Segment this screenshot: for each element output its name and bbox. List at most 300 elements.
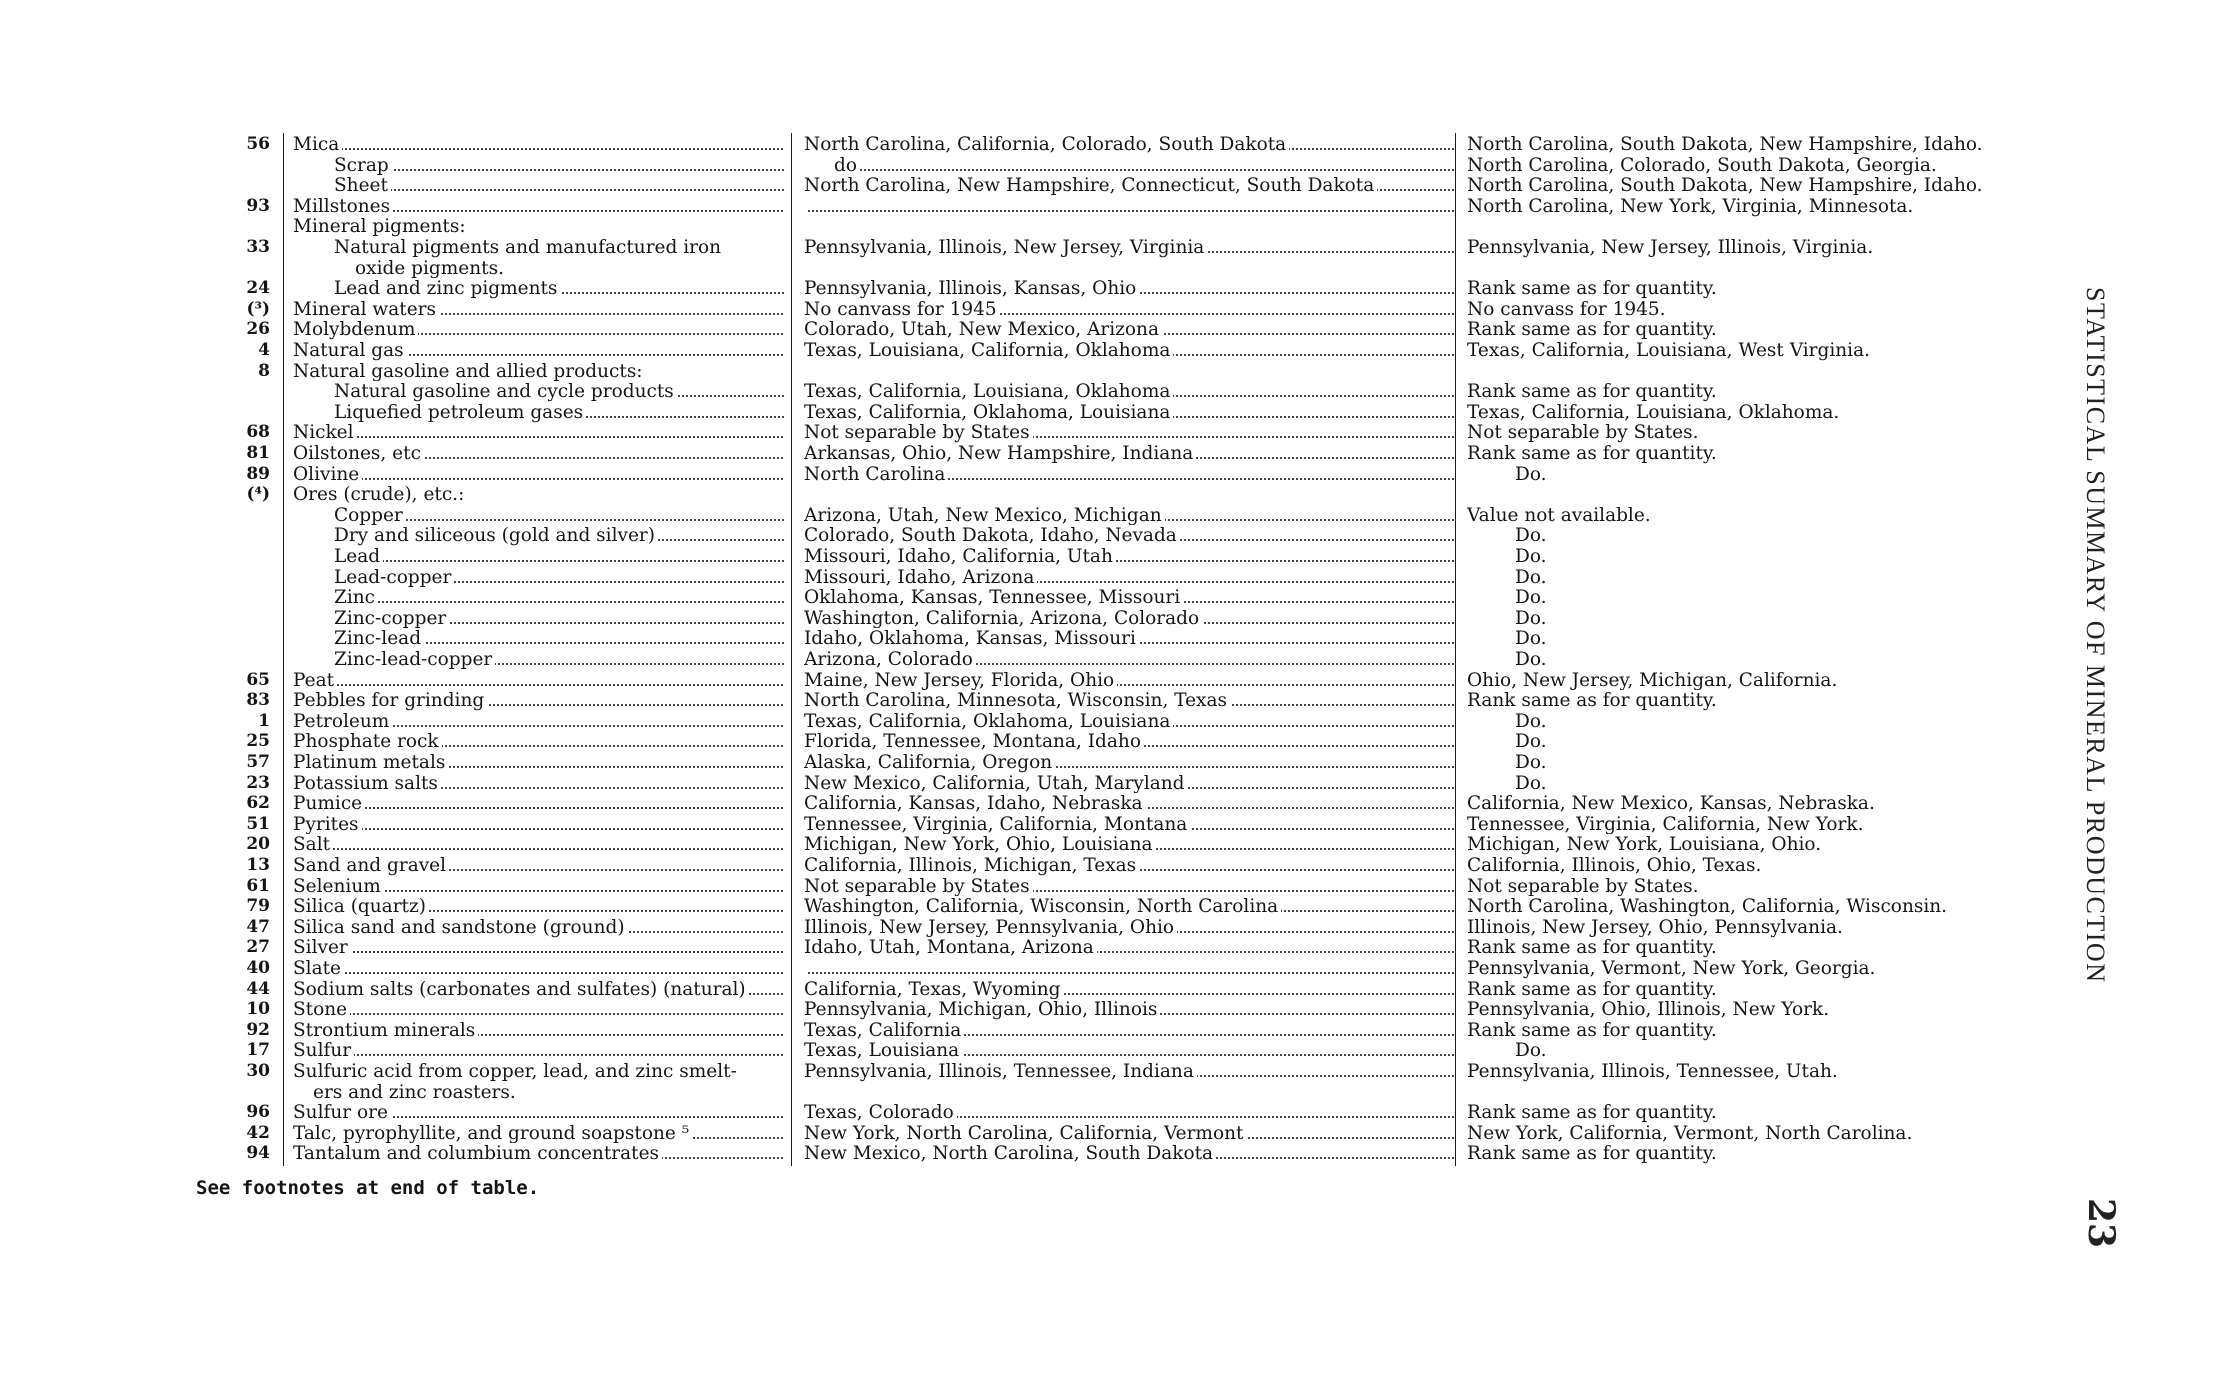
rank-number: (³) <box>246 298 270 319</box>
running-head: STATISTICAL SUMMARY OF MINERAL PRODUCTION <box>2081 287 2110 984</box>
mineral-name-cell <box>293 1020 783 1041</box>
table-row <box>0 319 1900 340</box>
mineral-name: Lead and zinc pigments <box>334 278 560 299</box>
value-states: California, New Mexico, Kansas, Nebraska. <box>1467 793 1878 814</box>
mineral-name: Potassium salts <box>293 773 441 794</box>
value-states-cell <box>1467 402 2067 423</box>
quantity-states-cell <box>804 958 1454 979</box>
value-states: North Carolina, Washington, California, Wisconsin. <box>1467 896 1950 917</box>
quantity-states-cell <box>804 196 1454 217</box>
value-states: Rank same as for quantity. <box>1467 690 1720 711</box>
value-states <box>1467 484 1470 505</box>
value-states-cell <box>1467 855 2067 876</box>
mineral-name: Sulfur <box>293 1040 354 1061</box>
value-states: Rank same as for quantity. <box>1467 278 1720 299</box>
table-row <box>0 422 1900 443</box>
table-row <box>0 237 1900 258</box>
mineral-name: Mineral pigments: <box>293 216 469 237</box>
value-states-cell <box>1467 361 2067 382</box>
quantity-states-cell <box>804 443 1454 464</box>
mineral-name: Zinc-copper <box>334 608 449 629</box>
value-states-cell <box>1467 237 2067 258</box>
table-row <box>0 690 1900 711</box>
mineral-name: Natural pigments and manufactured iron <box>334 237 724 258</box>
mineral-name: Silica (quartz) <box>293 896 429 917</box>
value-states: Do. <box>1467 464 1550 485</box>
quantity-states: Arizona, Utah, New Mexico, Michigan <box>804 505 1165 526</box>
value-states-cell <box>1467 1143 2067 1164</box>
rank-number: (⁴) <box>246 484 270 505</box>
mineral-name-cell <box>293 299 783 320</box>
mineral-name: Oilstones, etc <box>293 443 424 464</box>
quantity-states-cell <box>804 649 1454 670</box>
quantity-states: Pennsylvania, Illinois, New Jersey, Virginia <box>804 237 1207 258</box>
value-states: North Carolina, South Dakota, New Hampshire, Idaho. <box>1467 134 1986 155</box>
mineral-name: Zinc <box>334 587 378 608</box>
value-states-cell <box>1467 670 2067 691</box>
value-states: Rank same as for quantity. <box>1467 443 1720 464</box>
mineral-name: Zinc-lead <box>334 628 424 649</box>
rank-number: 89 <box>246 463 270 484</box>
quantity-states: Colorado, South Dakota, Idaho, Nevada <box>804 525 1180 546</box>
quantity-states: Tennessee, Virginia, California, Montana <box>804 814 1190 835</box>
quantity-states-cell <box>804 484 1454 505</box>
mineral-name-cell <box>293 855 783 876</box>
value-states: Tennessee, Virginia, California, New York. <box>1467 814 1866 835</box>
mineral-name-cell <box>334 567 784 588</box>
quantity-states-cell <box>804 793 1454 814</box>
mineral-name: Sulfuric acid from copper, lead, and zinc smelt- <box>293 1061 740 1082</box>
value-states <box>1467 258 1470 279</box>
table-row <box>0 525 1900 546</box>
mineral-name-cell <box>293 1040 783 1061</box>
value-states-cell <box>1467 628 2067 649</box>
quantity-states-cell <box>804 731 1454 752</box>
table-row <box>0 505 1900 526</box>
rank-number: 96 <box>246 1102 270 1123</box>
quantity-states: Texas, Colorado <box>804 1102 957 1123</box>
value-states-cell <box>1467 381 2067 402</box>
value-states: Rank same as for quantity. <box>1467 979 1720 1000</box>
quantity-states-cell <box>804 834 1454 855</box>
value-states-cell <box>1467 175 2067 196</box>
quantity-states <box>804 216 807 237</box>
quantity-states: New Mexico, California, Utah, Maryland <box>804 773 1188 794</box>
value-states: Rank same as for quantity. <box>1467 1143 1720 1164</box>
value-states-cell <box>1467 567 2067 588</box>
rank-number: 62 <box>246 793 270 814</box>
quantity-states: Oklahoma, Kansas, Tennessee, Missouri <box>804 587 1183 608</box>
mineral-name-cell <box>334 608 784 629</box>
rank-number: 83 <box>246 690 270 711</box>
rank-number: 13 <box>246 855 270 875</box>
quantity-states-cell <box>804 216 1454 237</box>
rank-number: 79 <box>246 896 270 917</box>
mineral-name: Pyrites <box>293 814 362 835</box>
quantity-states: Washington, California, Arizona, Colorado <box>804 608 1202 629</box>
quantity-states-cell <box>804 567 1454 588</box>
value-states-cell <box>1467 711 2067 732</box>
value-states-cell <box>1467 1061 2067 1082</box>
quantity-states: Pennsylvania, Illinois, Kansas, Ohio <box>804 278 1139 299</box>
mineral-name-cell <box>334 649 784 670</box>
table-row <box>0 154 1937 176</box>
value-states-cell <box>1467 958 2067 979</box>
value-states: Do. <box>1467 752 1550 773</box>
quantity-states: Pennsylvania, Illinois, Tennessee, Indiana <box>804 1061 1197 1082</box>
mineral-name-cell <box>293 319 783 340</box>
value-states: Do. <box>1467 608 1550 629</box>
mineral-name-cell <box>293 793 783 814</box>
value-states-cell <box>1467 917 2067 938</box>
quantity-states-cell <box>804 1102 1454 1123</box>
mineral-name: Sulfur ore <box>293 1102 391 1123</box>
value-states: Pennsylvania, Illinois, Tennessee, Utah. <box>1467 1061 1841 1082</box>
mineral-name: Silver <box>293 937 351 958</box>
table-row <box>0 258 1900 279</box>
quantity-states <box>804 258 807 279</box>
value-states: Pennsylvania, Vermont, New York, Georgia. <box>1467 958 1878 979</box>
value-states: Value not available. <box>1467 505 1654 526</box>
table-row <box>0 1082 1900 1103</box>
mineral-name-cell <box>334 525 784 546</box>
mineral-name-cell <box>293 958 783 979</box>
mineral-name-cell <box>293 690 783 711</box>
quantity-states: California, Kansas, Idaho, Nebraska <box>804 793 1146 814</box>
quantity-states-cell <box>804 1020 1454 1041</box>
mineral-name-cell <box>293 979 783 1000</box>
value-states-cell <box>1467 876 2067 897</box>
mineral-name: Pebbles for grinding <box>293 690 487 711</box>
quantity-states-cell <box>804 258 1454 279</box>
column-rule <box>1455 1142 1456 1166</box>
value-states: Not separable by States. <box>1467 876 1702 897</box>
quantity-states-cell <box>804 608 1454 629</box>
mineral-name-cell <box>293 1143 783 1164</box>
mineral-name-cell <box>355 258 783 279</box>
quantity-states: Arkansas, Ohio, New Hampshire, Indiana <box>804 443 1196 464</box>
quantity-states: North Carolina, Minnesota, Wisconsin, Texas <box>804 690 1230 711</box>
mineral-name-cell <box>293 937 783 958</box>
mineral-name: Scrap <box>334 155 392 176</box>
quantity-states-cell <box>804 299 1454 320</box>
quantity-states-cell <box>804 896 1454 917</box>
value-states: Pennsylvania, Ohio, Illinois, New York. <box>1467 999 1832 1020</box>
quantity-states-cell <box>804 505 1454 526</box>
mineral-name: Molybdenum <box>293 319 418 340</box>
mineral-name-cell <box>293 670 783 691</box>
value-states: Illinois, New Jersey, Ohio, Pennsylvania. <box>1467 917 1846 938</box>
value-states: Rank same as for quantity. <box>1467 381 1720 402</box>
table-row <box>0 361 1900 382</box>
mineral-name-cell <box>293 216 783 237</box>
table-row <box>0 670 1900 691</box>
mineral-name-cell <box>293 917 783 938</box>
value-states: Do. <box>1467 773 1550 794</box>
page-number: 23 <box>2080 1198 2122 1249</box>
mineral-name: ers and zinc roasters. <box>313 1082 519 1103</box>
quantity-states: Maine, New Jersey, Florida, Ohio <box>804 670 1117 691</box>
mineral-name-cell <box>293 896 783 917</box>
table-row <box>0 484 1900 505</box>
value-states: No canvass for 1945. <box>1467 299 1669 320</box>
table-row <box>0 195 1914 217</box>
mineral-name-cell <box>334 155 784 176</box>
rank-number: 8 <box>258 360 270 381</box>
mineral-name-cell <box>334 381 784 402</box>
table-row <box>0 402 1900 423</box>
mineral-name-cell <box>293 876 783 897</box>
value-states: Do. <box>1467 628 1550 649</box>
value-states: Do. <box>1467 567 1550 588</box>
quantity-states-cell <box>804 1143 1454 1164</box>
mineral-name-cell <box>334 175 784 196</box>
value-states-cell <box>1467 484 2067 505</box>
mineral-name: Lead-copper <box>334 567 454 588</box>
value-states: North Carolina, New York, Virginia, Minnesota. <box>1467 196 1916 217</box>
rank-number: 56 <box>246 134 270 154</box>
quantity-states <box>804 361 807 382</box>
value-states <box>1467 361 1470 382</box>
value-states: California, Illinois, Ohio, Texas. <box>1467 855 1764 876</box>
value-states: Do. <box>1467 649 1550 670</box>
value-states-cell <box>1467 649 2067 670</box>
quantity-states: do <box>804 155 860 176</box>
rank-number: 27 <box>246 937 270 958</box>
mineral-name: Natural gasoline and allied products: <box>293 361 646 382</box>
value-states-cell <box>1467 525 2067 546</box>
mineral-name-cell <box>293 999 783 1020</box>
value-states: Do. <box>1467 587 1550 608</box>
rank-number: 93 <box>246 195 270 216</box>
quantity-states-cell <box>804 773 1454 794</box>
table-row <box>0 1102 1900 1123</box>
quantity-states <box>804 958 807 979</box>
table-row <box>0 773 1900 794</box>
value-states-cell <box>1467 546 2067 567</box>
quantity-states: California, Illinois, Michigan, Texas <box>804 855 1139 876</box>
value-states: Pennsylvania, New Jersey, Illinois, Virginia. <box>1467 237 1876 258</box>
mineral-name-cell <box>334 546 784 567</box>
table-row <box>0 546 1900 567</box>
value-states-cell <box>1467 587 2067 608</box>
quantity-states-cell <box>804 464 1454 485</box>
table-row <box>0 587 1900 608</box>
mineral-name-cell <box>293 196 783 217</box>
value-states-cell <box>1467 731 2067 752</box>
quantity-states: North Carolina, New Hampshire, Connecticut, South Dakota <box>804 175 1377 196</box>
table-row <box>0 381 1900 402</box>
mineral-name-cell <box>293 1102 783 1123</box>
quantity-states-cell <box>804 1082 1454 1103</box>
rank-number: 57 <box>246 752 270 772</box>
quantity-states-cell <box>804 278 1454 299</box>
quantity-states: Texas, California <box>804 1020 964 1041</box>
mineral-name: Phosphate rock <box>293 731 442 752</box>
rank-number: 40 <box>246 958 270 978</box>
value-states-cell <box>1467 793 2067 814</box>
table-row <box>0 731 1900 752</box>
column-rule <box>283 1142 284 1166</box>
quantity-states: Alaska, California, Oregon <box>804 752 1055 773</box>
table-row <box>0 917 1900 938</box>
quantity-states <box>804 1082 807 1103</box>
mineral-name: oxide pigments. <box>355 258 507 279</box>
value-states-cell <box>1467 258 2067 279</box>
value-states-cell <box>1467 773 2067 794</box>
quantity-states: Missouri, Idaho, Arizona <box>804 567 1037 588</box>
quantity-states-cell <box>804 855 1454 876</box>
mineral-name: Liquefied petroleum gases <box>334 402 586 423</box>
rank-number: 51 <box>246 813 270 834</box>
value-states: Texas, California, Louisiana, West Virginia. <box>1467 340 1873 361</box>
rank-number: 23 <box>246 772 270 793</box>
quantity-states-cell <box>804 381 1454 402</box>
table-row <box>0 134 1983 155</box>
table-row <box>0 937 1900 958</box>
quantity-states-cell <box>804 340 1454 361</box>
quantity-states: North Carolina, California, Colorado, South Dakota <box>804 134 1289 155</box>
rank-number: 1 <box>258 710 270 731</box>
value-states-cell <box>1467 216 2067 237</box>
table-row <box>0 1143 1900 1164</box>
value-states: Rank same as for quantity. <box>1467 1102 1720 1123</box>
table-row <box>0 340 1900 361</box>
value-states: Texas, California, Louisiana, Oklahoma. <box>1467 402 1842 423</box>
value-states-cell <box>1467 690 2067 711</box>
table-row <box>0 1061 1900 1082</box>
value-states: North Carolina, South Dakota, New Hampshire, Idaho. <box>1467 175 1986 196</box>
value-states-cell <box>1467 505 2067 526</box>
mineral-name: Natural gas <box>293 340 407 361</box>
quantity-states <box>804 196 807 217</box>
mineral-name-cell <box>293 134 783 155</box>
mineral-name-cell <box>334 587 784 608</box>
value-states: Ohio, New Jersey, Michigan, California. <box>1467 670 1840 691</box>
quantity-states-cell <box>804 979 1454 1000</box>
quantity-states-cell <box>804 711 1454 732</box>
mineral-name: Natural gasoline and cycle products <box>334 381 677 402</box>
quantity-states-cell <box>804 134 1454 155</box>
mineral-name-cell <box>293 443 783 464</box>
table-row <box>0 711 1900 732</box>
value-states-cell <box>1467 422 2067 443</box>
value-states-cell <box>1467 814 2067 835</box>
mineral-name: Copper <box>334 505 406 526</box>
mineral-name: Tantalum and columbium concentrates <box>293 1143 662 1164</box>
quantity-states: Texas, Louisiana <box>804 1040 962 1061</box>
rank-number: 4 <box>258 340 270 360</box>
value-states-cell <box>1467 1102 2067 1123</box>
mineral-name: Salt <box>293 834 333 855</box>
quantity-states-cell <box>804 752 1454 773</box>
mineral-name: Nickel <box>293 422 357 443</box>
table-row <box>0 793 1900 814</box>
quantity-states-cell <box>804 175 1454 196</box>
quantity-states: Texas, California, Oklahoma, Louisiana <box>804 711 1173 732</box>
table-row <box>0 443 1900 464</box>
mineral-name-cell <box>293 1123 783 1144</box>
rank-number: 61 <box>246 875 270 896</box>
quantity-states: Not separable by States <box>804 876 1033 897</box>
mineral-name-cell <box>293 464 783 485</box>
quantity-states-cell <box>804 999 1454 1020</box>
quantity-states: No canvass for 1945 <box>804 299 1000 320</box>
table-row <box>0 567 1900 588</box>
value-states-cell <box>1467 999 2067 1020</box>
rank-number: 25 <box>246 731 270 752</box>
mineral-name-cell <box>334 628 784 649</box>
quantity-states-cell <box>804 1040 1454 1061</box>
rank-number: 68 <box>246 422 270 443</box>
mineral-name-cell <box>293 773 783 794</box>
mineral-name: Petroleum <box>293 711 392 732</box>
value-states-cell <box>1467 155 2067 176</box>
table-row <box>0 1020 1900 1041</box>
table-row <box>0 278 1900 299</box>
value-states-cell <box>1467 464 2067 485</box>
mineral-name: Talc, pyrophyllite, and ground soapstone ⁵ <box>293 1123 692 1144</box>
rank-number: 47 <box>246 916 270 937</box>
quantity-states: California, Texas, Wyoming <box>804 979 1063 1000</box>
mineral-name-cell <box>334 237 784 258</box>
mineral-name: Zinc-lead-copper <box>334 649 495 670</box>
quantity-states: Not separable by States <box>804 422 1033 443</box>
mineral-name: Pumice <box>293 793 365 814</box>
quantity-states: Missouri, Idaho, California, Utah <box>804 546 1116 567</box>
rank-number: 30 <box>246 1061 270 1081</box>
value-states: Do. <box>1467 1040 1550 1061</box>
quantity-states-cell <box>804 237 1454 258</box>
table-row <box>0 814 1900 835</box>
value-states-cell <box>1467 340 2067 361</box>
table-row <box>0 1040 1900 1061</box>
table-row <box>0 175 1983 197</box>
value-states: Do. <box>1467 546 1550 567</box>
value-states-cell <box>1467 896 2067 917</box>
value-states-cell <box>1467 319 2067 340</box>
quantity-states: Illinois, New Jersey, Pennsylvania, Ohio <box>804 917 1177 938</box>
mineral-name-cell <box>293 752 783 773</box>
value-states-cell <box>1467 299 2067 320</box>
mineral-name: Sodium salts (carbonates and sulfates) (natural) <box>293 979 749 1000</box>
mineral-name: Olivine <box>293 464 362 485</box>
value-states: Do. <box>1467 525 1550 546</box>
quantity-states-cell <box>804 319 1454 340</box>
mineral-name-cell <box>293 834 783 855</box>
mineral-name-cell <box>293 340 783 361</box>
rank-number: 94 <box>246 1143 270 1164</box>
rank-number: 65 <box>246 669 270 690</box>
quantity-states-cell <box>804 876 1454 897</box>
quantity-states: Texas, Louisiana, California, Oklahoma <box>804 340 1173 361</box>
quantity-states: New York, North Carolina, California, Vermont <box>804 1123 1246 1144</box>
quantity-states-cell <box>804 422 1454 443</box>
quantity-states-cell <box>804 1061 1454 1082</box>
value-states-cell <box>1467 278 2067 299</box>
value-states-cell <box>1467 443 2067 464</box>
value-states-cell <box>1467 834 2067 855</box>
mineral-name-cell <box>293 711 783 732</box>
quantity-states: New Mexico, North Carolina, South Dakota <box>804 1143 1216 1164</box>
mineral-name: Silica sand and sandstone (ground) <box>293 917 628 938</box>
quantity-states-cell <box>804 670 1454 691</box>
table-row <box>0 999 1900 1020</box>
quantity-states: Arizona, Colorado <box>804 649 976 670</box>
rank-number: 26 <box>246 319 270 340</box>
quantity-states-cell <box>804 937 1454 958</box>
quantity-states-cell <box>804 628 1454 649</box>
